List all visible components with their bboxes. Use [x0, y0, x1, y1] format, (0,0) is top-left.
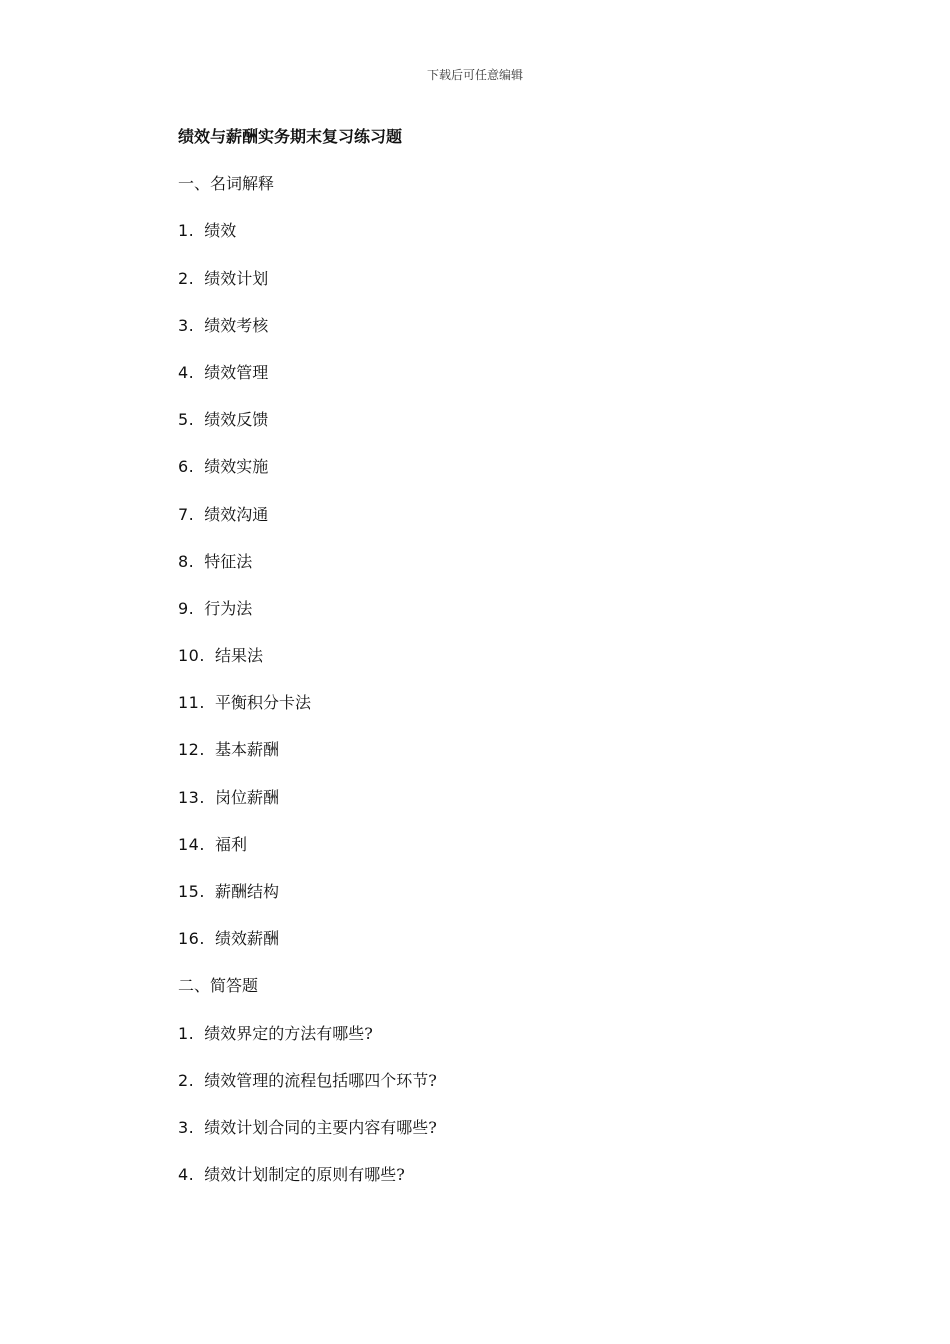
item-text: 平衡积分卡法	[214, 693, 311, 713]
item-number: 14.	[178, 834, 205, 854]
item-text: 薪酬结构	[214, 882, 279, 901]
term-item-8	[178, 549, 798, 596]
term-item-4	[178, 360, 798, 407]
item-number: 15.	[178, 882, 205, 901]
item-text: 结果法	[214, 646, 263, 666]
term-item-7	[178, 502, 798, 549]
item-text: 基本薪酬	[214, 740, 279, 760]
item-number: 1.	[178, 1023, 195, 1043]
item-text: 绩效管理的流程包括哪四个环节?	[204, 1070, 437, 1090]
item-text: 绩效反馈	[204, 410, 269, 430]
item-number: 1.	[178, 221, 195, 241]
item-number: 7.	[178, 504, 195, 524]
document-title: 绩效与薪酬实务期末复习练习题	[178, 127, 403, 146]
term-item-1	[178, 218, 798, 265]
term-item-3	[178, 313, 798, 360]
term-item-11	[178, 690, 798, 737]
item-number: 10.	[178, 646, 205, 666]
term-item-13	[178, 785, 798, 832]
item-text: 绩效界定的方法有哪些?	[204, 1023, 373, 1043]
term-item-6	[178, 454, 798, 501]
term-item-15	[178, 879, 798, 926]
item-text: 绩效计划合同的主要内容有哪些?	[204, 1117, 437, 1137]
term-item-9	[178, 596, 798, 643]
item-number: 2.	[178, 268, 195, 288]
question-item-1	[178, 1021, 798, 1068]
item-text: 福利	[214, 834, 247, 854]
header-note: 下载后可任意编辑	[426, 68, 523, 82]
question-item-3	[178, 1115, 798, 1162]
item-text: 特征法	[204, 551, 253, 571]
item-number: 5.	[178, 410, 195, 430]
item-text: 行为法	[204, 598, 253, 618]
item-number: 4.	[178, 362, 195, 382]
item-number: 8.	[178, 551, 195, 571]
term-item-5	[178, 407, 798, 454]
item-text: 绩效沟通	[204, 504, 269, 524]
question-item-2	[178, 1068, 798, 1115]
item-text: 岗位薪酬	[214, 787, 279, 807]
question-item-4	[178, 1162, 798, 1209]
item-text: 绩效计划	[204, 268, 269, 288]
item-text: 绩效管理	[204, 362, 269, 382]
item-number: 6.	[178, 457, 195, 477]
item-number: 9.	[178, 598, 195, 618]
item-text: 绩效薪酬	[214, 929, 279, 949]
item-number: 3.	[178, 315, 195, 335]
item-text: 绩效计划制定的原则有哪些?	[204, 1165, 405, 1185]
term-item-10	[178, 643, 798, 690]
item-number: 13.	[178, 787, 205, 807]
item-number: 12.	[178, 740, 205, 760]
item-number: 2.	[178, 1070, 195, 1090]
item-text: 绩效实施	[204, 457, 269, 477]
term-item-14	[178, 832, 798, 879]
terms-list	[178, 218, 798, 973]
item-text: 绩效考核	[204, 315, 269, 335]
section-heading-terms: 一、名词解释	[178, 174, 275, 194]
item-number: 11.	[178, 693, 205, 713]
term-item-16	[178, 926, 798, 973]
term-item-2	[178, 266, 798, 313]
document-body	[178, 124, 798, 1209]
item-number: 4.	[178, 1165, 195, 1185]
term-item-12	[178, 737, 798, 784]
section-heading-questions: 二、简答题	[178, 976, 259, 996]
item-number: 16.	[178, 929, 205, 949]
item-text: 绩效	[204, 221, 237, 241]
questions-list	[178, 1021, 798, 1210]
item-number: 3.	[178, 1117, 195, 1137]
